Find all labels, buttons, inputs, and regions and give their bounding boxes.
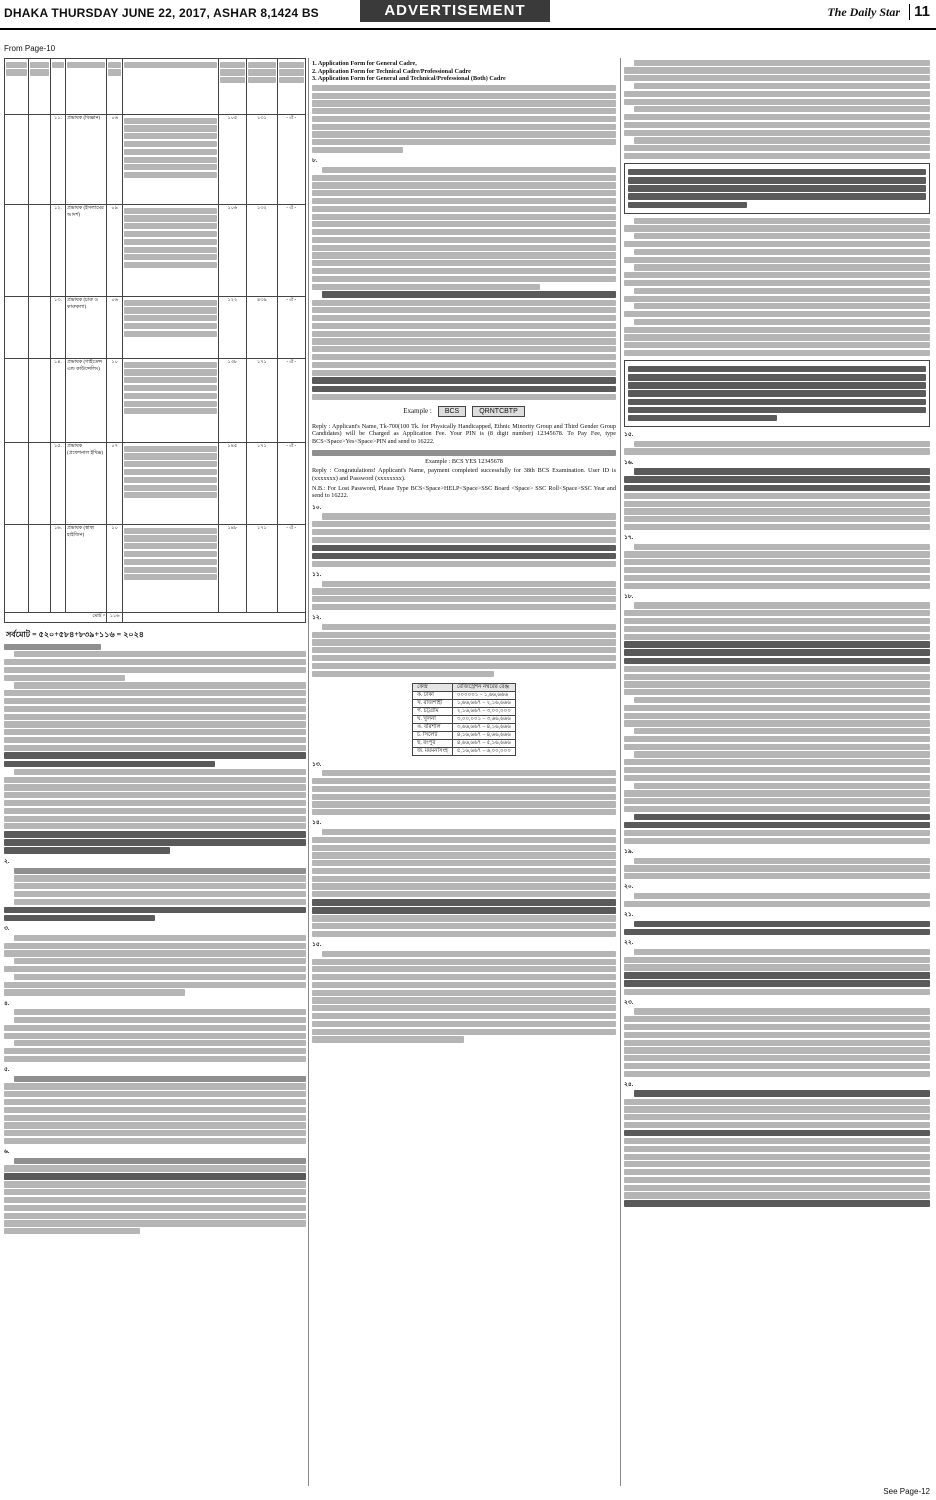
table-row: চ. সিলেট ৪,১৬,৬৬৭ – ৪,৬৬,৬৬৬ [413,731,516,739]
column-divider [308,58,309,1486]
example-box-pin: QRNTCBTP [472,406,525,417]
col-header [66,59,107,115]
table-row: জ. ময়মনসিংহ ৫,১৬,৬৬৭ – ৬,০০,০০০ [413,747,516,755]
grand-total: সর্বমোট = ৫২০+৫৮৪+৮৩৯+১১৬ = ২০২৪ [6,629,144,639]
column-right: ১৫. ১৬. ১৭. ১৮. ১৯. ২০. ২১. ২২. ২৩. ২৪. [624,58,930,1486]
table-row: ছ. রংপুর ৪,৬৬,৬৬৭ – ৫,১৬,৬৬৬ [413,739,516,747]
nb-note: N.B.: For Lost Password, Please Type BCS<Space>HELP<Space>SSC Board <Space> SSC Roll<Space>SSC Year and send to 16222. [312,484,616,500]
forms-heading [312,60,616,83]
special-notice-box [624,360,930,427]
col-header [50,59,65,115]
reply-fee-text: Reply : Applicant's Name, Tk-700(100 Tk. for Physically Handicapped, Ethnic Minority Group and Third Gender Group Candidates) will be Charged as Application Fee. Your PIN is (8 digit number) 12345678. To Pay Fee, type BCS<Space>Yes<Space>PIN and send to 16222. [312,422,616,446]
form-line: 3. Application Form for General and Technical/Professional (Both) Cadre [312,75,506,83]
table-row: ঘ. খুলনা ৩,০০,০০১ – ৩,৬৬,৬৬৬ [413,715,516,723]
col-header [247,59,278,115]
column-middle: 1. Application Form for General Cadre, 2. Application Form for Technical Cadre/Professional Cadre 3. Application Form for General and Technical/Professional (Both) Cadre ৮. Example : BCS QRNTCBTP Reply : Applicant's Name, Tk-700(100 Tk. for Physically Handicapped, Ethnic Minority Group and Third Gender Group Candidates) will be Charged as Application Fee. Your PIN is (8 digit number) 12345678. To Pay Fee, type BCS<Space>Yes<Space>PIN and send to 16222. Example : BCS YES 12345678 Reply : Congratulations! Applicant's Name, payment completed successfully for 38th BCS Examination. User ID is (xxxxxxx) and Password (xxxxxxxx). N.B.: For Lost Password, Please Type BCS<Space>HELP<Space>SSC Board <Space> SSC Roll<Space>SSC Year and send to 16222. ১০. ১১. ১২. কেন্দ্র রেজিস্ট্রেশন নম্বরের রেঞ্জ ক. ঢাকা ০০০০০১ – ১,৬৬,৬৬৬ খ. রাজশাহী ১,৬৬,৬৬৭ – ২,১৬,৬৬৬ গ. চট্টগ্রাম ২,১৬,৬৬৭ – ৩,০০,০০০ ঘ. খুলনা ৩,০০,০০১ – ৩,৬৬,৬৬৬ ঙ. বরিশাল ৩,৬৬,৬৬৭ – ৪,১৬,৬৬৬ চ. সিলেট ৪,১৬,৬৬৭ – ৪,৬৬,৬৬৬ ছ. রংপুর ৪,৬৬,৬৬৭ – ৫,১৬,৬৬৬ জ. ময়মনসিংহ ৫,১৬,৬৬৭ – ৬,০০,০০০ ১৩. ১৪. ১৫. [312,58,616,1486]
table-row: ১১. প্রভাষক (বিজ্ঞান) ০৬ ১০৫ ১৩১ - ঐ - [5,115,306,205]
reply-success-text: Reply : Congratulations! Applicant's Name, payment completed successfully for 38th BCS Examination. User ID is (xxxxxxx) and Password (xxxxxxxx). [312,467,616,483]
col-header [5,59,29,115]
table-row: ১৫. প্রভাষক (প্রফেশনাল ইথিক্স) ০৭ ১৪৫ ১৭১ - ঐ - [5,443,306,525]
masthead [0,0,936,30]
example-label: Example : [403,406,432,415]
example-box-bcs: BCS [438,406,466,417]
form-line: 2. Application Form for Technical Cadre/Professional Cadre [312,67,471,75]
special-notice-box [624,163,930,214]
table-total-row: মোট = ১১৬ [5,613,306,623]
col-header [107,59,122,115]
col-header [28,59,50,115]
sms-example [312,406,616,417]
continued-from: From Page-10 [4,44,56,53]
table-row: ১৪. প্রভাষক (গাইডেন্স এন্ড কাউন্সেলিং) ১০ ১৩৮ ১৭১ - ঐ - [5,359,306,443]
table-header-row: কেন্দ্র রেজিস্ট্রেশন নম্বরের রেঞ্জ [413,683,516,691]
page-number: 11 [914,3,930,20]
section-banner: ADVERTISEMENT [360,0,550,22]
form-line: 1. Application Form for General Cadre, [312,60,417,67]
sms-example-2: Example : BCS YES 12345678 [425,457,503,465]
masthead-divider [909,4,910,20]
table-row: ক. ঢাকা ০০০০০১ – ১,৬৬,৬৬৬ [413,691,516,699]
table-row: ১২. প্রভাষক (ইসলামের আদর্শ) ০৯ ১০৬ ১৩২ - ঐ - [5,205,306,297]
exam-centre-table [412,683,516,756]
col-header [122,59,218,115]
column-divider [620,58,621,1486]
newspaper-logo: The Daily Star [827,5,900,19]
table-row: ১৬. প্রভাষক (স্বাস্থ্য হাইজিন) ১০ ১৪৮ ১৭১ - ঐ - [5,525,306,613]
table-row: ঙ. বরিশাল ৩,৬৬,৬৬৭ – ৪,১৬,৬৬৬ [413,723,516,731]
posts-table [4,58,306,623]
instructions-body: ২. ৩. ৪. ৫. ৬. [4,644,306,1235]
table-row: ১৩. প্রভাষক (চারু ও কারুকলা) ০৬ ১২২ ৪৩৯ - ঐ - [5,297,306,359]
table-header-row [5,59,306,115]
continued-on: See Page-12 [883,1487,930,1496]
dateline: DHAKA THURSDAY JUNE 22, 2017, ASHAR 8,1424 BS [4,6,319,20]
table-row: খ. রাজশাহী ১,৬৬,৬৬৭ – ২,১৬,৬৬৬ [413,699,516,707]
col-header [277,59,305,115]
col-header [218,59,246,115]
column-left [4,58,306,1486]
table-row: গ. চট্টগ্রাম ২,১৬,৬৬৭ – ৩,০০,০০০ [413,707,516,715]
